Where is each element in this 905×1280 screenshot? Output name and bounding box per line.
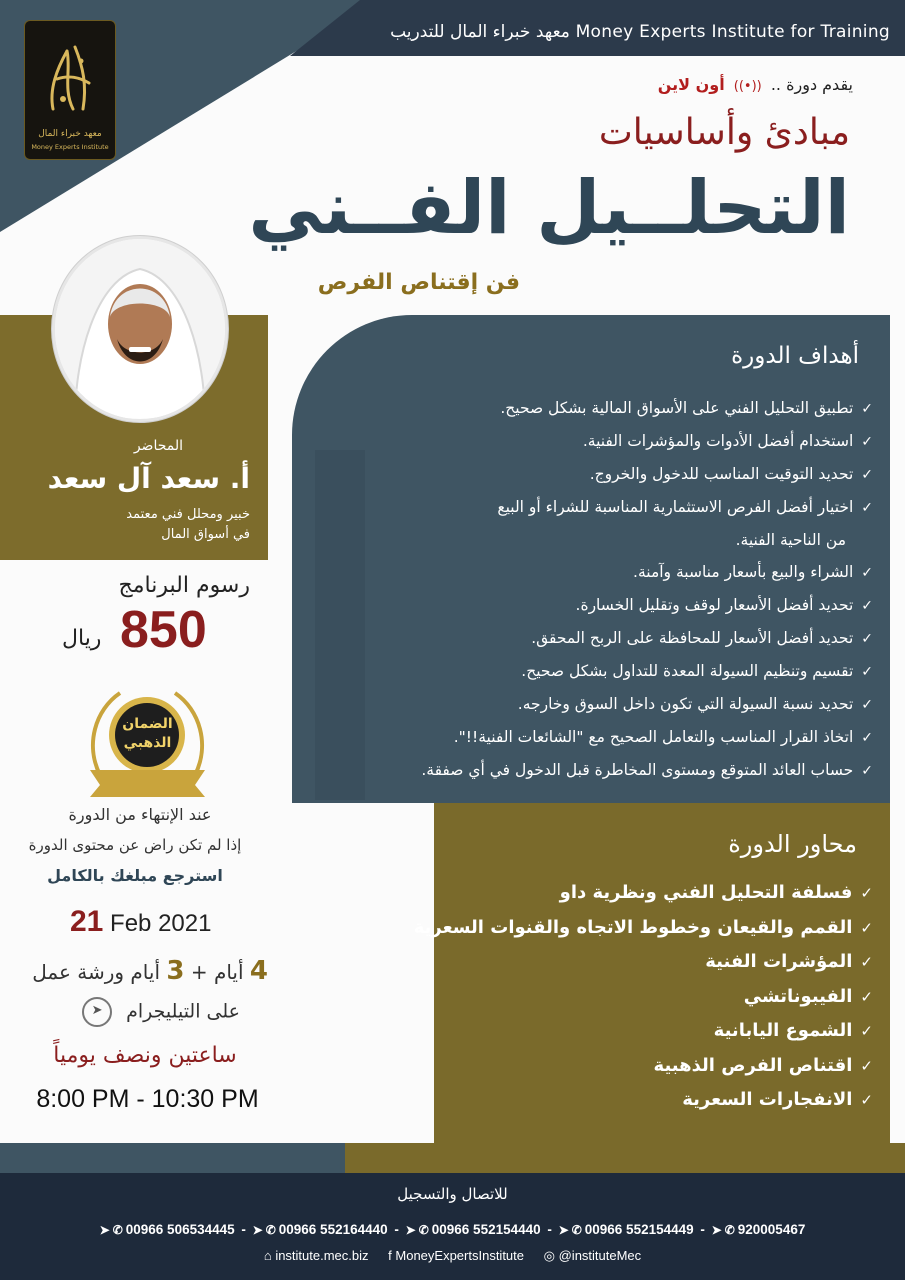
course-subtitle: فن إقتناص الفرص xyxy=(317,270,520,295)
course-title-line2: التحلــيل الفــني xyxy=(248,165,850,251)
check-icon: ✓ xyxy=(860,987,873,1006)
fee-currency: ريال xyxy=(62,626,102,651)
course-date xyxy=(70,905,211,939)
website-link[interactable] xyxy=(264,1248,369,1263)
telegram-icon: ➤ xyxy=(711,1223,722,1237)
daily-duration: ساعتين ونصف يومياً xyxy=(53,1043,237,1068)
guarantee-text: إذا لم تكن راض عن محتوى الدورة xyxy=(28,836,242,854)
contact-title: للاتصال والتسجيل xyxy=(397,1185,508,1203)
telegram-icon: ➤ xyxy=(99,1223,110,1237)
check-icon: ✓ xyxy=(861,565,873,581)
phone-text: 00966 552154440 xyxy=(431,1222,541,1237)
days-count: 4 xyxy=(249,956,268,986)
lecturer-role: المحاضر xyxy=(133,438,183,454)
phone-icon: ✆ xyxy=(724,1223,735,1237)
telegram-icon: ➤ xyxy=(252,1223,263,1237)
badge-label-line1: الضمان xyxy=(122,716,173,732)
fee-label: رسوم البرنامج xyxy=(118,573,250,598)
guarantee-refund: استرجع مبلغك بالكامل xyxy=(47,866,223,885)
goal-text: اختيار أفضل الفرص الاستثمارية المناسبة للشراء أو البيع xyxy=(497,498,854,516)
presents-text: يقدم دورة .. xyxy=(770,75,853,94)
axes-title: محاور الدورة xyxy=(728,830,857,858)
goal-item xyxy=(333,622,873,655)
axis-item xyxy=(443,1014,873,1049)
goal-text: تحديد أفضل الأسعار للمحافظة على الربح المحقق. xyxy=(531,629,854,647)
goal-item xyxy=(333,721,873,754)
axis-item xyxy=(443,1083,873,1118)
axis-item xyxy=(413,911,873,946)
guarantee-text: عند الإنتهاء من الدورة xyxy=(68,805,212,824)
institute-logo xyxy=(24,20,116,160)
logo-text-ar: معهد خبراء المال xyxy=(38,129,102,139)
axis-item xyxy=(443,980,873,1015)
phone-icon: ✆ xyxy=(112,1223,123,1237)
check-icon: ✓ xyxy=(861,500,873,516)
check-icon: ✓ xyxy=(861,434,873,450)
goal-text: تحديد التوقيت المناسب للدخول والخروج. xyxy=(589,465,854,483)
fee-amount: 850 xyxy=(120,601,207,659)
globe-icon: ⌂ xyxy=(263,1248,272,1263)
gold-guarantee-badge xyxy=(80,685,215,800)
axes-list xyxy=(413,876,873,1118)
axis-text: القمم والقيعان وخطوط الاتجاه والقنوات السعرية xyxy=(413,916,853,938)
check-icon: ✓ xyxy=(861,763,873,779)
goals-title: أهداف الدورة xyxy=(731,343,859,369)
lecturer-name: أ. سعد آل سعد xyxy=(47,462,250,495)
check-icon: ✓ xyxy=(861,467,873,483)
days-text: أيام + xyxy=(184,960,244,984)
goal-item xyxy=(333,589,873,622)
phone-number[interactable] xyxy=(406,1222,541,1237)
check-icon: ✓ xyxy=(861,730,873,746)
goal-text: الشراء والبيع بأسعار مناسبة وآمنة. xyxy=(633,563,854,581)
goal-item xyxy=(333,688,873,721)
phone-text: 00966 506534445 xyxy=(125,1222,235,1237)
check-icon: ✓ xyxy=(861,664,873,680)
telegram-icon: ➤ xyxy=(82,997,112,1027)
axis-item xyxy=(443,1049,873,1084)
axis-text: المؤشرات الفنية xyxy=(705,951,853,972)
phone-icon: ✆ xyxy=(571,1223,582,1237)
goal-text: حساب العائد المتوقع ومستوى المخاطرة قبل الدخول في أي صفقة. xyxy=(421,761,854,779)
check-icon: ✓ xyxy=(861,697,873,713)
badge-label-line2: الذهبي xyxy=(123,734,172,751)
check-icon: ✓ xyxy=(860,953,873,971)
lecturer-avatar xyxy=(52,236,228,422)
goal-item xyxy=(333,556,873,589)
axis-text: الفيبوناتشي xyxy=(743,985,853,1007)
telegram-icon: ➤ xyxy=(405,1223,416,1237)
workshop-count: 3 xyxy=(166,956,185,986)
live-broadcast-icon: ((•)) xyxy=(733,79,762,94)
course-title-line1: مبادئ وأساسيات xyxy=(598,112,850,153)
footer-stripe xyxy=(0,1143,345,1173)
goal-text: تحديد نسبة السيولة التي تكون داخل السوق وخارجه. xyxy=(517,695,854,713)
check-icon: ✓ xyxy=(860,1056,873,1075)
platform-text: على التيليجرام xyxy=(126,1000,240,1023)
facebook-link[interactable] xyxy=(388,1248,524,1263)
phone-numbers: ➤ ✆ 00966 506534445 - ➤ ✆ 00966 552164440 - ➤ ✆ 00966 552154440 - ➤ ✆ 00966 552154449 - ➤ ✆ 920005467 xyxy=(99,1222,806,1237)
phone-text: 00966 552164440 xyxy=(278,1222,388,1237)
facebook-text: MoneyExpertsInstitute xyxy=(395,1248,525,1263)
check-icon: ✓ xyxy=(860,1091,873,1109)
logo-calligraphy-icon xyxy=(43,39,97,119)
goal-text: تطبيق التحليل الفني على الأسواق المالية بشكل صحيح. xyxy=(500,399,854,417)
instagram-text: @instituteMec xyxy=(558,1248,642,1263)
workshop-text: أيام ورشة عمل xyxy=(32,960,161,984)
lecturer-portrait-icon xyxy=(55,239,225,419)
axis-text: اقتناص الفرص الذهبية xyxy=(653,1054,853,1076)
goal-text: اتخاذ القرار المناسب والتعامل الصحيح مع "الشائعات الفنية!!". xyxy=(453,728,854,746)
facebook-icon: f xyxy=(388,1248,392,1263)
axis-text: الشموع اليابانية xyxy=(713,1020,853,1041)
badge-label xyxy=(80,715,215,753)
phone-number[interactable] xyxy=(253,1222,388,1237)
phone-number[interactable] xyxy=(712,1222,806,1237)
phone-icon: ✆ xyxy=(418,1223,429,1237)
axis-item xyxy=(443,876,873,911)
check-icon: ✓ xyxy=(861,401,873,417)
check-icon: ✓ xyxy=(860,918,873,937)
goal-item xyxy=(333,491,873,524)
goal-text: استخدام أفضل الأدوات والمؤشرات الفنية. xyxy=(582,432,854,450)
check-icon: ✓ xyxy=(860,884,873,902)
online-label: أون لاين xyxy=(657,75,725,94)
goal-item xyxy=(333,458,873,491)
date-month-year: Feb 2021 xyxy=(110,910,212,937)
website-text: institute.mec.biz xyxy=(275,1248,369,1263)
course-duration xyxy=(20,956,268,986)
lecturer-description: خبير ومحلل فني معتمد xyxy=(126,507,250,522)
platform-line xyxy=(55,997,240,1027)
presents-line xyxy=(658,75,853,94)
goal-text: تقسيم وتنظيم السيولة المعدة للتداول بشكل صحيح. xyxy=(521,662,854,680)
goal-item xyxy=(333,392,873,425)
phone-number[interactable] xyxy=(100,1222,235,1237)
phone-text: 920005467 xyxy=(737,1222,806,1237)
axis-text: الانفجارات السعرية xyxy=(682,1089,853,1110)
goal-text: من الناحية الفنية. xyxy=(735,531,846,549)
goal-item xyxy=(333,754,873,787)
goal-item-continued xyxy=(333,524,873,556)
phone-number[interactable] xyxy=(559,1222,694,1237)
axis-item xyxy=(443,945,873,980)
session-time: 8:00 PM - 10:30 PM xyxy=(36,1085,259,1113)
lecturer-description: في أسواق المال xyxy=(161,527,250,542)
instagram-icon: ◎ xyxy=(543,1248,555,1263)
phone-icon: ✆ xyxy=(265,1223,276,1237)
check-icon: ✓ xyxy=(861,631,873,647)
goal-text: تحديد أفضل الأسعار لوقف وتقليل الخسارة. xyxy=(575,596,854,614)
check-icon: ✓ xyxy=(861,598,873,614)
telegram-icon: ➤ xyxy=(558,1223,569,1237)
goal-item xyxy=(333,655,873,688)
footer-stripe xyxy=(345,1143,905,1173)
instagram-link[interactable] xyxy=(544,1248,642,1263)
phone-text: 00966 552154449 xyxy=(584,1222,694,1237)
logo-text-en: Money Experts Institute xyxy=(31,143,109,151)
goal-item xyxy=(333,425,873,458)
social-links xyxy=(0,1248,905,1264)
check-icon: ✓ xyxy=(860,1022,873,1040)
axis-text: فسلفة التحليل الفني ونظرية داو xyxy=(559,882,853,903)
date-day: 21 xyxy=(70,905,104,938)
goals-list xyxy=(333,392,873,787)
institute-name: Money Experts Institute for Training معهد خبراء المال للتدريب xyxy=(390,22,890,42)
